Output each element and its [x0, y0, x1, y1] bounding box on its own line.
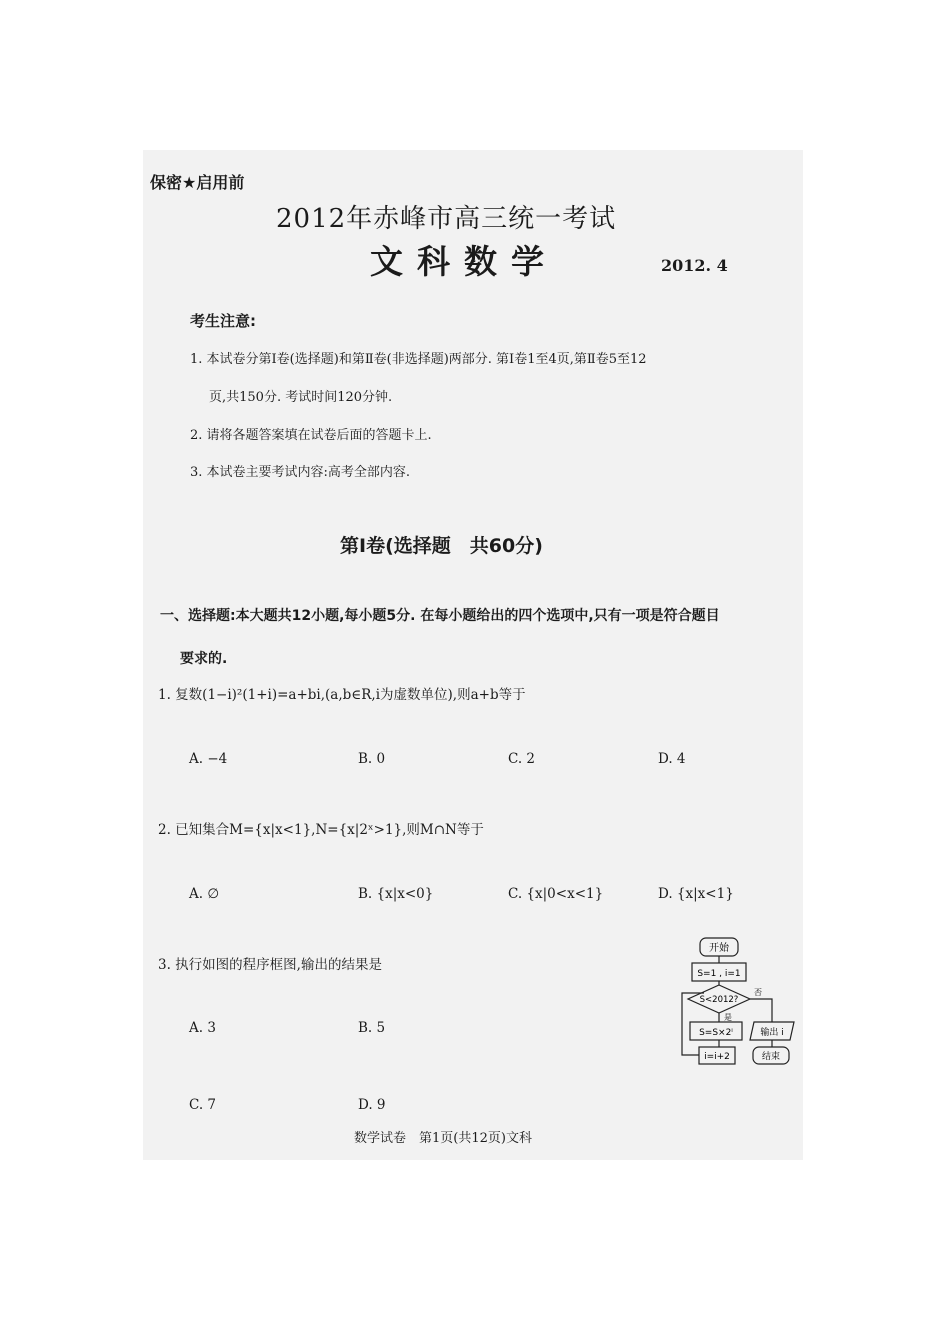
question-2-option-a: A. ∅ — [189, 886, 220, 902]
flow-yes-label: 是 — [724, 1013, 732, 1022]
flow-start-label: 开始 — [709, 943, 729, 954]
notice-item-1: 1. 本试卷分第Ⅰ卷(选择题)和第Ⅱ卷(非选择题)两部分. 第Ⅰ卷1至4页,第Ⅱ卷5至12 — [190, 352, 647, 367]
question-3-option-d: D. 9 — [358, 1097, 386, 1113]
notice-item-2: 2. 请将各题答案填在试卷后面的答题卡上. — [190, 428, 432, 443]
subject-title: 文科数学 — [370, 242, 558, 281]
question-2-stem: 2. 已知集合M={x|x<1},N={x|2ˣ>1},则M∩N等于 — [158, 822, 484, 838]
question-3-stem: 3. 执行如图的程序框图,输出的结果是 — [158, 957, 382, 973]
notice-item-1-cont: 页,共150分. 考试时间120分钟. — [209, 390, 393, 405]
flow-condition-label: S<2012? — [699, 995, 739, 1005]
flow-no-label: 否 — [754, 988, 762, 997]
flow-init-label: S=1 , i=1 — [697, 969, 741, 979]
notice-heading: 考生注意: — [190, 312, 256, 330]
exam-date: 2012. 4 — [661, 256, 728, 275]
flow-end-label: 结束 — [761, 1052, 781, 1062]
program-flowchart — [672, 932, 812, 1068]
flow-output-label: 输出 i — [760, 1028, 784, 1038]
section-instructions-cont: 要求的. — [180, 651, 228, 667]
part-heading: 第Ⅰ卷(选择题 共60分) — [340, 535, 543, 557]
question-2-option-d: D. {x|x<1} — [658, 886, 734, 902]
question-1-stem: 1. 复数(1−i)²(1+i)=a+bi,(a,b∈R,i为虚数单位),则a+b等于 — [158, 687, 526, 703]
secret-mark: 保密★启用前 — [150, 173, 245, 192]
flow-update-i-label: i=i+2 — [704, 1052, 730, 1062]
flow-update-s-label: S=S×2ⁱ — [699, 1028, 733, 1038]
section-instructions: 一、选择题:本大题共12小题,每小题5分. 在每小题给出的四个选项中,只有一项是符合题目 — [160, 608, 720, 624]
question-1-option-d: D. 4 — [658, 751, 686, 767]
question-3-option-b: B. 5 — [358, 1020, 386, 1036]
question-1-option-c: C. 2 — [508, 751, 536, 767]
page-footer: 数学试卷 第1页(共12页)文科 — [354, 1131, 532, 1146]
question-2-option-b: B. {x|x<0} — [358, 886, 434, 902]
question-1-option-a: A. −4 — [189, 751, 228, 767]
notice-item-3: 3. 本试卷主要考试内容:高考全部内容. — [190, 465, 411, 480]
question-3-option-c: C. 7 — [189, 1097, 217, 1113]
exam-title: 2012年赤峰市高三统一考试 — [276, 204, 617, 234]
question-2-option-c: C. {x|0<x<1} — [508, 886, 604, 902]
question-3-option-a: A. 3 — [189, 1020, 216, 1036]
question-1-option-b: B. 0 — [358, 751, 386, 767]
